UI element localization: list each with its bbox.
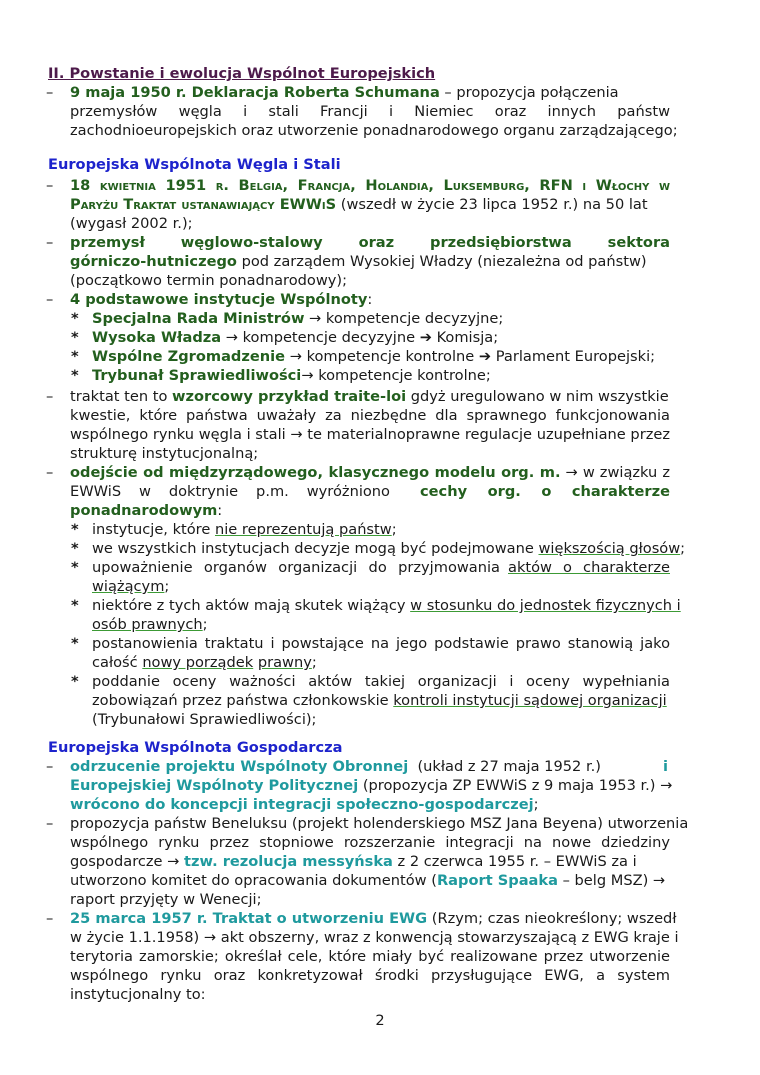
feature-item: * we wszystkich instytucjach decyzje mogą być podejmowane większością głosów; xyxy=(71,540,686,557)
ewg-treaty-line-3: terytoria zamorskie; określał cele, które miały być realizowane przez utworzenie xyxy=(70,948,670,965)
rejection-line-3: wrócono do koncepcji integracji społeczno-gospodarczej; xyxy=(70,796,539,813)
feature-item: * upoważnienie organów organizacji do przyjmowania aktów o charakterze xyxy=(71,559,670,576)
ewwis-treaty-line-2: Paryżu Traktat ustanawiający EWWiS (wszedł w życie 23 lipca 1952 r.) na 50 lat xyxy=(70,196,648,213)
model-line-1: – traktat ten to wzorcowy przykład traite-loi gdyż uregulowano w nim wszystkie xyxy=(46,388,669,405)
feature-item: * instytucje, które nie reprezentują państw; xyxy=(71,521,397,538)
star-bullet: * xyxy=(71,310,79,327)
heading-ewg-line xyxy=(0,738,760,757)
intro-line-3: zachodnioeuropejskich oraz utworzenie ponadnarodowego organu zarządzającego; xyxy=(70,122,678,139)
treaty-of-paris: 18 kwietnia 1951 r. Belgia, Francja, Holandia, Luksemburg, RFN i Włochy w xyxy=(70,177,670,194)
heading-ewwis: Europejska Wspólnota Węgla i Stali xyxy=(48,156,341,173)
intro-line-1: – 9 maja 1950 r. Deklaracja Roberta Schumana – propozycja połączenia xyxy=(46,84,619,101)
dash-bullet: – xyxy=(46,291,54,308)
ewwis-sector-line-3: (początkowo termin ponadnarodowy); xyxy=(70,272,348,289)
benelux-line-3: gospodarcze → tzw. rezolucja messyńska z 2 czerwca 1955 r. – EWWiS za i xyxy=(70,853,637,870)
feature-item: * niektóre z tych aktów mają skutek wiążący w stosunku do jednostek fizycznych i xyxy=(71,597,681,614)
star-bullet: * xyxy=(71,635,79,652)
dash-bullet: – xyxy=(46,758,54,775)
dash-bullet: – xyxy=(46,464,54,481)
feature-item-cont: zobowiązań przez państwa członkowskie kontroli instytucji sądowej organizacji xyxy=(92,692,667,709)
heading-ewwis-line xyxy=(0,155,760,174)
institutions-intro: – 4 podstawowe instytucje Wspólnoty: xyxy=(46,291,373,308)
star-bullet: * xyxy=(71,367,79,384)
schuman-declaration: 9 maja 1950 r. Deklaracja Roberta Schumana xyxy=(70,84,440,101)
institution-item: * Wspólne Zgromadzenie → kompetencje kontrolne ➔ Parlament Europejski; xyxy=(71,348,656,365)
star-bullet: * xyxy=(71,673,79,690)
feature-item-cont: całość nowy porządek prawny; xyxy=(92,654,317,671)
feature-item-cont: wiążącym; xyxy=(92,578,170,595)
dash-bullet: – xyxy=(46,234,54,251)
departure-line-3: ponadnarodowym: xyxy=(70,502,223,519)
benelux-line-1: – propozycja państw Beneluksu (projekt holenderskiego MSZ Jana Beyena) utworzenia xyxy=(46,815,689,832)
rejection-line-2: Europejskiej Wspólnoty Politycznej (propozycja ZP EWWiS z 9 maja 1953 r.) → xyxy=(70,777,673,794)
ewwis-sector-line-2: górniczo-hutniczego pod zarządem Wysokiej Władzy (niezależna od państw) xyxy=(70,253,647,270)
dash-bullet: – xyxy=(46,388,54,405)
ewg-treaty-line-1: – 25 marca 1957 r. Traktat o utworzeniu EWG (Rzym; czas nieokreślony; wszedł xyxy=(46,910,677,927)
star-bullet: * xyxy=(71,329,79,346)
feature-item: * postanowienia traktatu i powstające na jego podstawie prawo stanowią jako xyxy=(71,635,670,652)
model-line-4: strukturę instytucjonalną; xyxy=(70,445,259,462)
ewg-treaty-line-5: instytucjonalny to: xyxy=(70,986,206,1003)
feature-item-cont: (Trybunałowi Sprawiedliwości); xyxy=(92,711,317,728)
feature-item-cont: osób prawnych; xyxy=(92,616,208,633)
ewg-treaty-line-2: w życie 1.1.1958) → akt obszerny, wraz z konwencją stowarzyszającą z EWG kraje i xyxy=(70,929,679,946)
star-bullet: * xyxy=(71,597,79,614)
institution-item: * Wysoka Władza → kompetencje decyzyjne ➔ Komisja; xyxy=(71,329,499,346)
dash-bullet: – xyxy=(46,84,54,101)
section-title: II. Powstanie i ewolucja Wspólnot Europejskich xyxy=(48,65,436,82)
star-bullet: * xyxy=(71,540,79,557)
ewg-treaty-line-4: wspólnego rynku oraz konkretyzował środki przysługujące EWG, a system xyxy=(70,967,670,984)
ewwis-treaty-line-3: (wygasł 2002 r.); xyxy=(70,215,193,232)
star-bullet: * xyxy=(71,559,79,576)
heading-ewg: Europejska Wspólnota Gospodarcza xyxy=(48,739,343,756)
star-bullet: * xyxy=(71,348,79,365)
intro-line-2: przemysłów węgla i stali Francji i Niemiec oraz innych państw xyxy=(70,103,670,120)
model-line-2: kwestie, które państwa uważały za niezbędne dla sprawnego funkcjonowania xyxy=(70,407,670,424)
feature-item: * poddanie oceny ważności aktów takiej organizacji i oceny wypełniania xyxy=(71,673,670,690)
star-bullet: * xyxy=(71,521,79,538)
model-line-3: wspólnego rynku węgla i stali → te materialnoprawne regulacje uzupełniane przez xyxy=(70,426,670,443)
ewwis-sector-line-1: – przemysł węglowo-stalowy oraz przedsiębiorstwa sektora xyxy=(46,234,670,251)
ewwis-treaty-line-1 xyxy=(0,176,760,195)
dash-bullet: – xyxy=(46,815,54,832)
dash-bullet: – xyxy=(46,177,54,194)
page-number: 2 xyxy=(375,1012,385,1029)
institution-item: * Specjalna Rada Ministrów → kompetencje decyzyjne; xyxy=(71,310,504,327)
departure-line-1: – odejście od międzyrządowego, klasycznego modelu org. m. → w związku z xyxy=(46,464,670,481)
dash-bullet: – xyxy=(46,910,54,927)
benelux-line-4: utworzono komitet do opracowania dokumentów (Raport Spaaka – belg MSZ) → xyxy=(70,872,666,889)
benelux-line-5: raport przyjęty w Wenecji; xyxy=(70,891,262,908)
rejection-line-1: – odrzucenie projektu Wspólnoty Obronnej (układ z 27 maja 1952 r.) i xyxy=(46,758,669,775)
institution-item: * Trybunał Sprawiedliwości→ kompetencje kontrolne; xyxy=(71,367,491,384)
section-title-line xyxy=(0,64,760,83)
benelux-line-2: wspólnego rynku przez stopniowe rozszerzanie integracji na nowe dziedziny xyxy=(70,834,670,851)
departure-line-2: EWWiS w doktrynie p.m. wyróżniono cechy org. o charakterze xyxy=(70,483,670,500)
